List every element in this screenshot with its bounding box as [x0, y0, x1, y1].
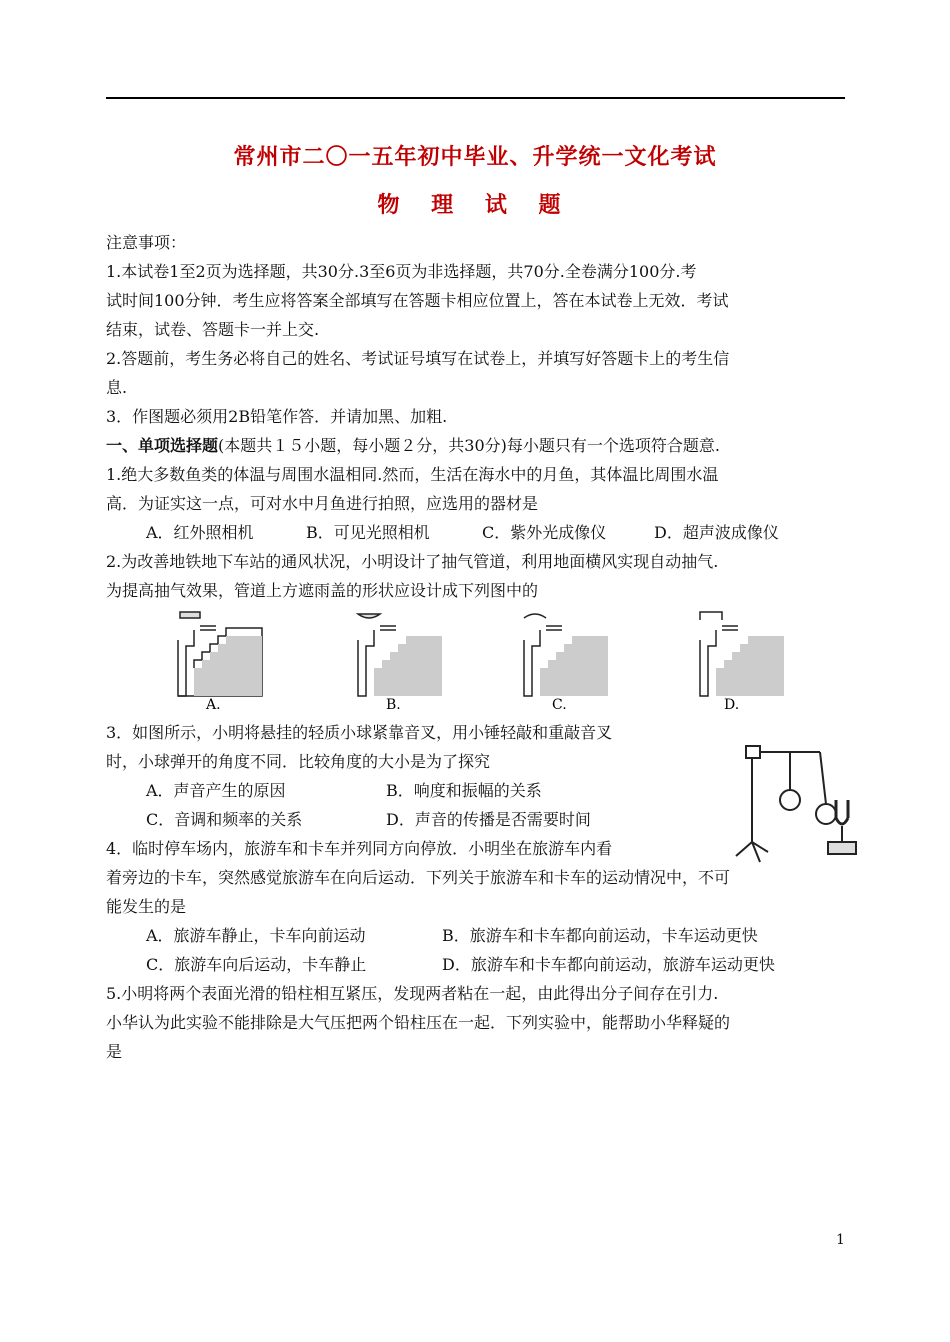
exam-subtitle: 物 理 试 题 — [377, 193, 573, 218]
note-1-line-2: 试时间100分钟．考生应将答案全部填写在答题卡相应位置上，答在本试卷上无效．考试 — [106, 291, 729, 310]
section-1-heading: 一、单项选择题 — [106, 436, 219, 455]
q2-line-2: 为提高抽气效果，管道上方遮雨盖的形状应设计成下列图中的 — [106, 581, 539, 600]
q2-label-b: B. — [386, 697, 401, 713]
note-1-line-1: 1.本试卷1至2页为选择题，共30分.3至6页为非选择题，共70分.全卷满分100分.考 — [106, 262, 697, 281]
note-2-line-2: 息. — [106, 378, 128, 397]
q4-line-2: 着旁边的卡车，突然感觉旅游车在向后运动．下列关于旅游车和卡车的运动情况中，不可 — [106, 868, 731, 887]
q1-line-2: 高．为证实这一点，可对水中月鱼进行拍照，应选用的器材是 — [106, 494, 539, 513]
q3-option-d: D．声音的传播是否需要时间 — [386, 810, 591, 829]
q3-line-2: 时，小球弹开的角度不同．比较角度的大小是为了探究 — [106, 752, 491, 771]
section-1-line — [106, 435, 720, 457]
q2-line-1: 2.为改善地铁地下车站的通风状况，小明设计了抽气管道，利用地面横风实现自动抽气. — [106, 552, 719, 571]
note-2-line-1: 2.答题前，考生务必将自己的姓名、考试证号填写在试卷上，并填写好答题卡上的考生信 — [106, 349, 730, 368]
q4-option-d: D．旅游车和卡车都向前运动，旅游车运动更快 — [442, 955, 775, 974]
q4-option-b: B．旅游车和卡车都向前运动，卡车运动更快 — [442, 926, 758, 945]
q1-option-b: B．可见光照相机 — [306, 523, 430, 542]
page-number: 1 — [836, 1232, 845, 1248]
q4-option-c: C．旅游车向后运动，卡车静止 — [146, 955, 367, 974]
exam-title: 常州市二〇一五年初中毕业、升学统一文化考试 — [233, 145, 717, 170]
q1-option-c: C．紫外光成像仪 — [482, 523, 607, 542]
q1-option-a: A．红外照相机 — [146, 523, 254, 542]
q2-figure-b — [346, 608, 446, 713]
q2-figure-a — [166, 608, 266, 713]
tuning-fork-apparatus — [730, 738, 862, 864]
q1-option-d: D．超声波成像仪 — [654, 523, 779, 542]
q3-option-c: C．音调和频率的关系 — [146, 810, 303, 829]
notes-heading: 注意事项： — [106, 233, 187, 252]
q3-option-b: B．响度和振幅的关系 — [386, 781, 542, 800]
q4-line-3: 能发生的是 — [106, 897, 187, 916]
header-rule — [106, 97, 845, 99]
q3-line-1: 3．如图所示，小明将悬挂的轻质小球紧靠音叉，用小锤轻敲和重敲音叉 — [106, 723, 613, 742]
q2-label-a: A. — [206, 697, 221, 713]
q4-line-1: 4．临时停车场内，旅游车和卡车并列同方向停放．小明坐在旅游车内看 — [106, 839, 613, 858]
q2-figure-c — [512, 608, 612, 713]
q2-figure-d — [688, 608, 788, 713]
q2-label-d: D. — [724, 697, 740, 713]
q5-line-2: 小华认为此实验不能排除是大气压把两个铅柱压在一起．下列实验中，能帮助小华释疑的 — [106, 1013, 731, 1032]
q5-line-3: 是 — [106, 1042, 123, 1061]
q1-line-1: 1.绝大多数鱼类的体温与周围水温相同.然而，生活在海水中的月鱼，其体温比周围水温 — [106, 465, 719, 484]
q2-label-c: C. — [552, 697, 567, 713]
q3-option-a: A．声音产生的原因 — [146, 781, 286, 800]
note-3: 3．作图题必须用2B铅笔作答．并请加黑、加粗. — [106, 407, 448, 426]
q5-line-1: 5.小明将两个表面光滑的铅柱相互紧压，发现两者粘在一起，由此得出分子间存在引力. — [106, 984, 719, 1003]
q4-option-a: A．旅游车静止，卡车向前运动 — [146, 926, 366, 945]
note-1-line-3: 结束，试卷、答题卡一并上交. — [106, 320, 320, 339]
section-1-desc: (本题共１５小题，每小题２分，共30分)每小题只有一个选项符合题意. — [218, 436, 720, 455]
